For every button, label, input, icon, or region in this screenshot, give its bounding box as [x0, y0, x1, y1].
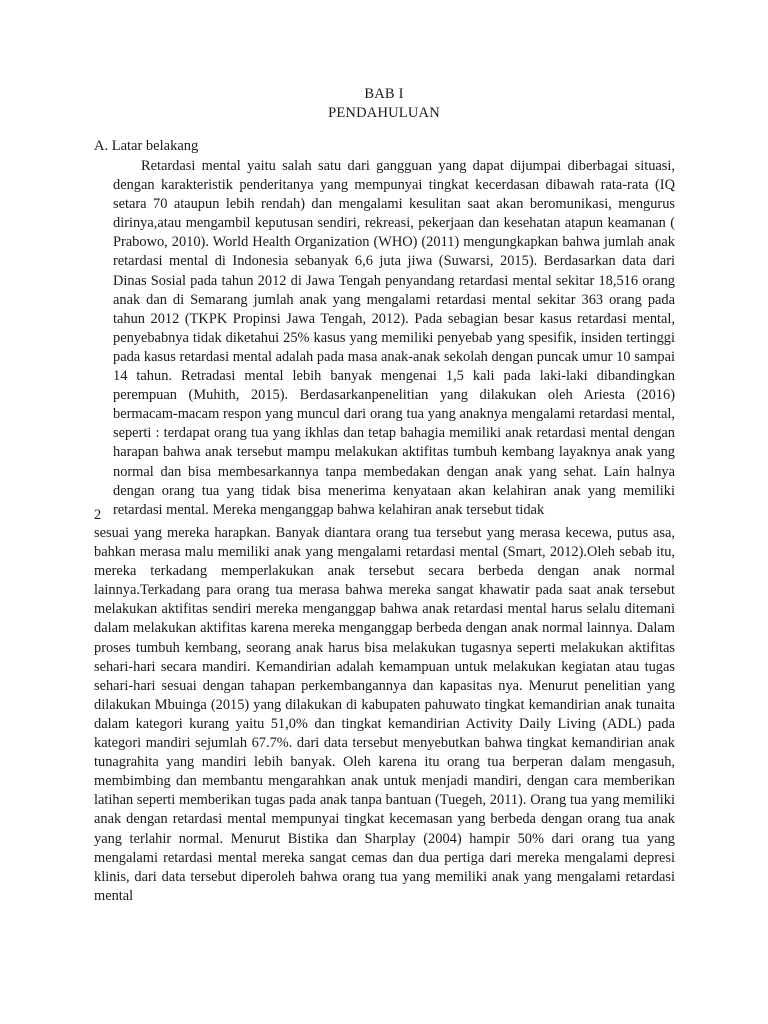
- page-number: 2: [94, 507, 102, 523]
- paragraph-text: Retardasi mental yaitu salah satu dari gangguan yang dapat dijumpai diberbagai situasi, dengan karakteristik penderitanya yang mempunyai tingkat kecerdasan dibawah rata-rata (IQ setara 70 ataupun lebih rendah) dan mengalami kesulitan saat akan beromunikasi, mengurus dirinya,atau mengambil keputusan sendiri, rekreasi, pekerjaan dan kesehatan atapun keamanan ( Prabowo, 2010). World Health Organization (WHO) (2011) mengungkapkan bahwa jumlah anak retardasi mental di Indonesia sebanyak 6,6 juta jiwa (Suwarsi, 2015). Berdasarkan data dari Dinas Sosial pada tahun 2012 di Jawa Tengah penyandang retardasi mental sekitar 18,516 orang anak dan di Semarang jumlah anak yang mengalami retardasi mental sekitar 363 orang pada tahun 2012 (TKPK Propinsi Jawa Tengah, 2012). Pada sebagian besar kasus retardasi mental, penyebabnya tidak diketahui 25% kasus yang memiliki penyebab yang spesifik, insiden tertinggi pada kasus retardasi mental adalah pada masa anak-anak sekolah dengan puncak umur 10 sampai 14 tahun. Retradasi mental lebih banyak mengenai 1,5 kali pada laki-laki dibandingkan perempuan (Muhith, 2015). Berdasarkanpenelitian yang dilakukan oleh Ariesta (2016) bermacam-macam respon yang muncul dari orang tua yang anaknya mengalami retardasi mental, seperti : terdapat orang tua yang ikhlas dan tetap bahagia memiliki anak retardasi mental dengan harapan bahwa anak tersebut mampu melakukan aktifitas tumbuh kembang layaknya anak yang normal dan bisa membesarkannya tanpa membedakan dengan anak yang sehat. Lain halnya dengan orang tua yang tidak bisa menerima kenyataan akan kelahiran anak yang memiliki retardasi mental. Mereka menganggap bahwa kelahiran anak tersebut tidak: [113, 158, 675, 518]
- body-paragraph-2: [94, 524, 675, 906]
- section-heading: A. Latar belakang: [94, 138, 199, 154]
- chapter-heading: BAB I: [364, 86, 404, 102]
- body-paragraph-1: [113, 157, 675, 520]
- chapter-title: PENDAHULUAN: [328, 105, 440, 121]
- paragraph-text: sesuai yang mereka harapkan. Banyak diantara orang tua tersebut yang merasa kecewa, putus asa, bahkan merasa malu memiliki anak yang mengalami retardasi mental (Smart, 2012).Oleh sebab itu, mereka terkadang memperlakukan anak tersebut secara berbeda dengan anak normal lainnya.Terkadang para orang tua merasa bahwa mereka sangat khawatir pada saat anak tersebut melakukan aktifitas sendiri mereka menganggap bahwa anak retardasi mental harus selalu ditemani dalam melakukan aktifitas karena mereka menganggap berbeda dengan anak normal lainnya. Dalam proses tumbuh kembang, seorang anak harus bisa melakukan tugasnya seperti melakukan aktifitas sehari-hari secara mandiri. Kemandirian adalah kemampuan untuk melakukan kegiatan atau tugas sehari-hari sesuai dengan tahapan perkembangannya dan kapasitas nya. Menurut penelitian yang dilakukan Mbuinga (2015) yang dilakukan di kabupaten pahuwato tingkat kemandirian anak tunaita dalam kategori kurang yaitu 51,0% dan tingkat kemandirian Activity Daily Living (ADL) pada kategori mandiri sejumlah 67.7%. dari data tersebut menyebutkan bahwa tingkat kemandirian anak tunagrahita yang mandiri lebih banyak. Oleh karena itu orang tua berperan dalam mengasuh, membimbing dan membantu mengarahkan anak untuk menjadi mandiri, dengan cara memberikan latihan seperti memberikan tugas pada anak tanpa bantuan (Tuegeh, 2011). Orang tua yang memiliki anak dengan retardasi mental mempunyai tingkat kecemasan yang berbeda dengan orang tua anak yang terlahir normal. Menurut Bistika dan Sharplay (2004) hampir 50% dari orang tua yang mengalami retardasi mental mereka sangat cemas dan dua pertiga dari mereka mengalami depresi klinis, dari data tersebut diperoleh bahwa orang tua yang memiliki anak yang mengalami retardasi mental: [94, 525, 675, 904]
